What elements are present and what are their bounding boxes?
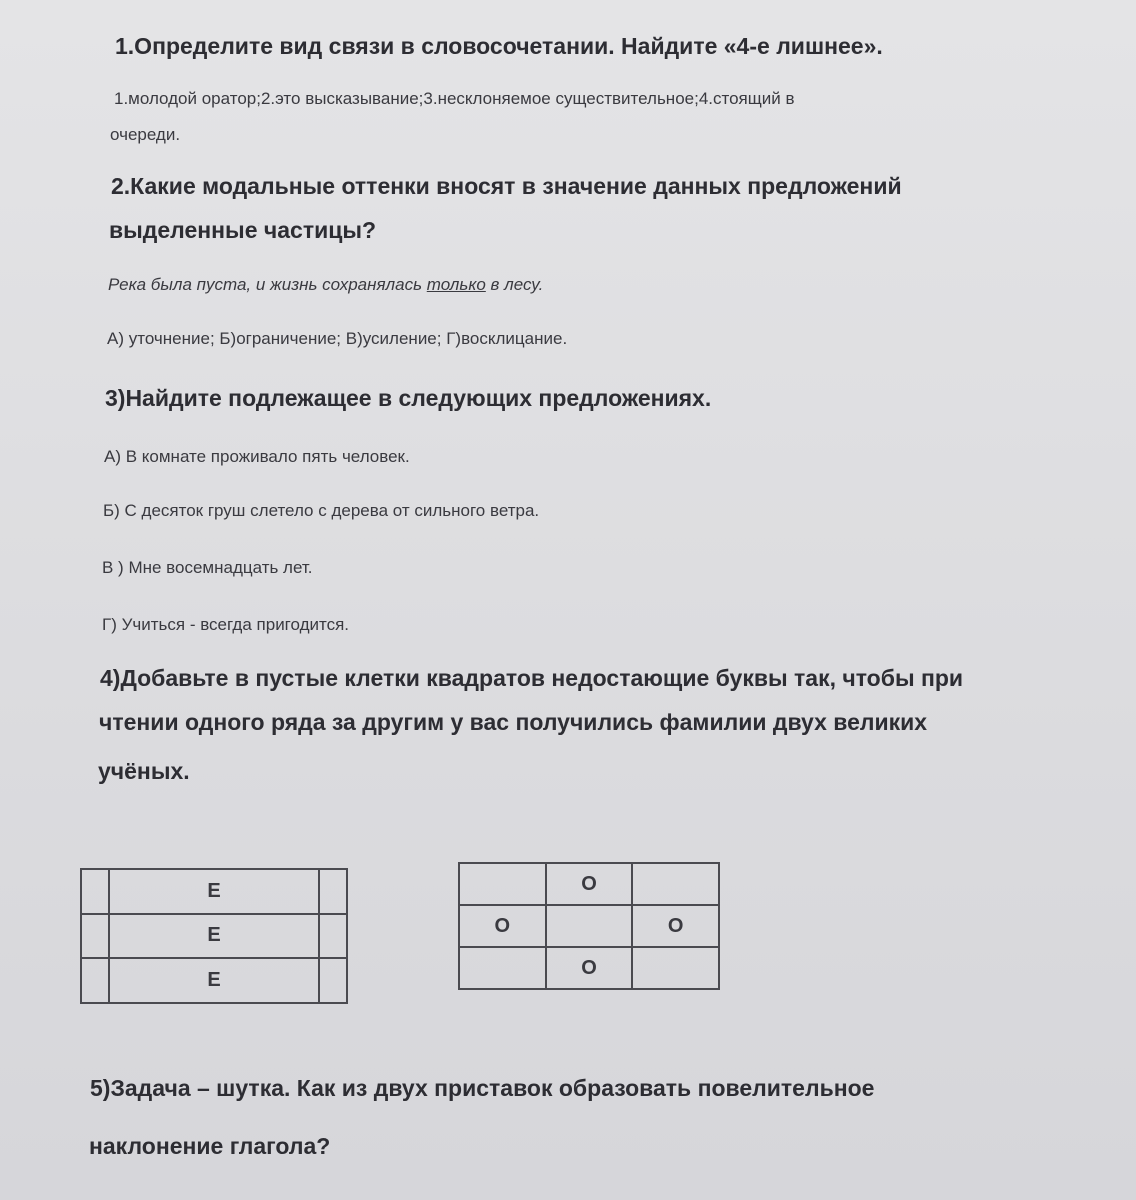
letter-grid-2 [458,862,720,990]
task3-item-a: А) В комнате проживало пять человек. [104,447,410,466]
task1-heading: 1.Определите вид связи в словосочетании. Найдите «4-е лишнее». [115,33,883,59]
task1-line1: 1.молодой оратор;2.это высказывание;3.несклоняемое существительное;4.стоящий в [114,89,795,108]
grid-cell[interactable] [319,869,347,914]
grid-cell[interactable]: О [546,947,633,989]
task3-heading: 3)Найдите подлежащее в следующих предложениях. [105,385,712,411]
grid-cell[interactable] [546,905,633,947]
task3-item-b: Б) С десяток груш слетело с дерева от сильного ветра. [103,501,540,520]
grid2-row [459,863,719,905]
letter-grid-1 [80,868,348,1004]
task4-heading-line2: чтении одного ряда за другим у вас получились фамилии двух великих [99,709,928,735]
task2-heading-line1: 2.Какие модальные оттенки вносят в значение данных предложений [111,173,902,199]
task2-sentence-after: в лесу. [485,275,544,294]
grid1-row [81,958,347,1003]
task5-heading-line1: 5)Задача – шутка. Как из двух приставок образовать повелительное [90,1075,875,1101]
task3-item-d: Г) Учиться - всегда пригодится. [102,615,350,634]
task2-heading-line2: выделенные частицы? [109,217,377,243]
task5-heading-line2: наклонение глагола? [89,1133,331,1159]
grid-cell[interactable] [81,914,109,959]
grid-cell[interactable]: Е [109,914,320,959]
grid-cell[interactable] [319,958,347,1003]
grid-cell[interactable] [459,947,546,989]
grid-cell[interactable]: Е [109,958,320,1003]
grid-cell[interactable]: Е [109,869,320,914]
grid-cell[interactable]: О [459,905,546,947]
task4-heading-line1: 4)Добавьте в пустые клетки квадратов недостающие буквы так, чтобы при [100,665,964,691]
grid2-row [459,947,719,989]
task2-sentence-particle: только [426,275,486,294]
grid-cell[interactable]: О [546,863,633,905]
grid2-row [459,905,719,947]
grid1-row [81,869,347,914]
task2-options: А) уточнение; Б)ограничение; В)усиление; Г)восклицание. [107,329,568,348]
grid1-row [81,914,347,959]
grid-cell[interactable] [81,869,109,914]
grid-cell[interactable] [632,947,719,989]
task3-item-c: В ) Мне восемнадцать лет. [102,558,313,577]
grid-cell[interactable]: О [632,905,719,947]
grid-cell[interactable] [632,863,719,905]
task2-sentence-before: Река была пуста, и жизнь сохранялась [108,275,427,294]
grid-cell[interactable] [81,958,109,1003]
grid-cell[interactable] [459,863,546,905]
grid-cell[interactable] [319,914,347,959]
task2-example-sentence [108,270,1008,300]
task4-heading-line3: учёных. [98,758,190,784]
task1-line2: очереди. [110,125,181,144]
